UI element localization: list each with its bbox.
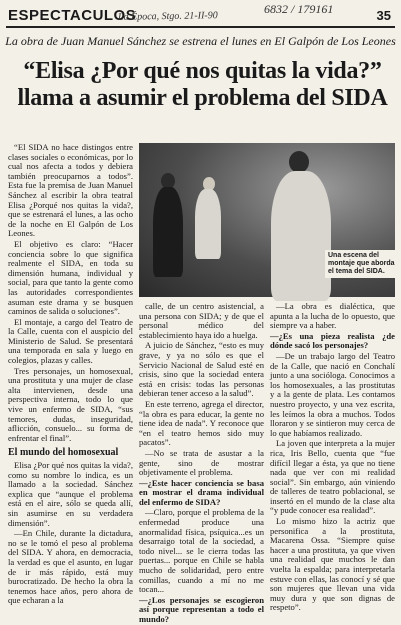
- paragraph: Elisa ¿Por qué nos quitas la vida?, como su nombre lo indica, es un llamado a la sociedad. Sánchez explica que “aunque el problema está en el aire, sólo se queda allí, sin asumirse en su verdadera dimensión”.: [8, 460, 133, 528]
- paragraph: Tres personajes, un homosexual, una prostituta y una mujer de clase alta intervienen, desde una perspectiva interna, todo lo que vive un enfermo de SIDA, “sus temores, dudas, inseguridad, aflicción, consuelo... su forma de enfrentar el final”.: [8, 365, 133, 443]
- article-title-line-2: llama a asumir el problema del SIDA: [17, 85, 388, 111]
- article-kicker: La obra de Juan Manuel Sánchez se estrena el lunes en El Galpón de Los Leones: [5, 34, 396, 48]
- handwritten-date-note: La Época, Stgo. 21-II-90: [117, 10, 218, 23]
- photo-caption: Una escena del montaje que aborda el tema del SIDA.: [325, 250, 399, 278]
- paragraph: El montaje, a cargo del Teatro de la Calle, cuenta con el auspicio del Ministerio de Salud. Se presentará una temporada en sala y luego en colegios, plazas y calles.: [8, 316, 133, 366]
- article-title: [10, 58, 395, 112]
- header-rule: [6, 26, 395, 28]
- page-number: 35: [376, 8, 391, 23]
- paragraph: El objetivo es claro: “Hacer conciencia sobre lo que significa realmente el SIDA, en toda su dimensión humana, individual y social, para que tanto la gente como las autoridades correspondientes asuman este drama y se busquen caminos de salida o soluciones”.: [8, 238, 133, 317]
- interview-question: —¿Es una pieza realista ¿de dónde sacó los personajes?: [270, 330, 395, 351]
- paragraph: —En Chile, durante la dictadura, no se le tomó el peso al problema del SIDA. Y ahora, en democracia, la verdad es que el asunto, en lugar de ir más rápido, está muy burocratizado. De hecho la obra la tenemos hace años, pero ahora de que echaran a la: [8, 528, 133, 606]
- article-title-line-1: “Elisa ¿Por qué nos quitas la vida?”: [23, 58, 382, 84]
- paragraph: A juicio de Sánchez, “esto es muy grave, y ya no sólo es que el Servicio Nacional de Salud esté en crisis, sino que la sociedad entera está en crisis: todas las personas debieran tener acceso a la salud”.: [139, 340, 264, 399]
- interview-question: —¿Este hacer conciencia se basa en mostrar el drama individual del enfermo de SIDA?: [139, 477, 264, 507]
- article-column-3: [270, 301, 395, 613]
- photo-figure-head: [289, 151, 309, 173]
- paragraph: En este terreno, agrega el director, “la obra es para educar, la gente no tiene idea de nada”. Y reconoce que “en el teatro hemos sido muy pacatos”.: [139, 398, 264, 448]
- photo-figure: [195, 189, 221, 259]
- paragraph: —No se trata de asustar a la gente, sino de mostrar objetivamente el problema.: [139, 447, 264, 478]
- article-column-1: [8, 142, 133, 606]
- handwritten-file-number: 6832 / 179161: [264, 2, 334, 16]
- paragraph: La joven que interpreta a la mujer rica, Iris Bello, cuenta que “fue difícil llegar a ésta, ya que no tiene nada que ver con mi realidad social”. Sin embargo, aún viniendo de talleres de teatro poblacional, se insertó en el mundo de la clase alta “y pude conocer esa realidad”.: [270, 438, 395, 516]
- photo-figure: [153, 187, 183, 277]
- section-name: ESPECTACULOS: [8, 7, 137, 24]
- article-column-2: [139, 301, 264, 624]
- paragraph: Lo mismo hizo la actriz que personifica a la prostituta, Macarena Ossa. “Siempre quise hacer a una prostituta, ya que viven una realidad que muchos le dan vuelta la espalda; para interpretarla estuve con ellas, las conocí y sé que son mujeres que llevan una vida muy dura y que son dignas de respeto”.: [270, 516, 395, 613]
- paragraph: calle, de un centro asistencial, a una persona con SIDA; y de que el personal médico del establecimiento haya ido a huelga.: [139, 301, 264, 340]
- page-header: [6, 3, 395, 25]
- paragraph: “El SIDA no hace distingos entre clases sociales o económicas, por lo cual nos afecta a todos y debiera también preocuparnos a todos”. Esta fue la premisa de Juan Manuel Sánchez al escribir la obra teatral Elisa ¿Porqué nos quitas la vida?, que se estrenará el lunes, a las ocho de la noche en El Galpón de Los Leones.: [8, 142, 133, 239]
- photo-figure: [271, 171, 331, 301]
- subheading: El mundo del homosexual: [8, 447, 119, 459]
- paragraph: —Claro, porque el problema de la enfermedad produce una anormalidad física, psíquica...es un desarraigo total de la sociedad, a todo nivel... se le cierra todas las puertas... porque en Chile se habla mucho de solidaridad, pero entre comillas, cuando a mí no me tocan...: [139, 507, 264, 595]
- interview-question: —¿Los personajes se escogieron así porque representan a todo el mundo?: [139, 594, 264, 624]
- paragraph: —La obra es dialéctica, que apunta a la lucha de lo opuesto, que siempre va a haber.: [270, 301, 395, 331]
- paragraph: —De un trabajo largo del Teatro de la Calle, que nació en Conchalí junto a una socióloga. Conocimos a los homosexuales, a las prostitutas y a la gente de plata. Les contamos nuestro proyecto, y una vez escrita, les leímos la obra a muchos. Todos lloraron y se sintieron muy cerca de lo que habíamos realizado.: [270, 350, 395, 438]
